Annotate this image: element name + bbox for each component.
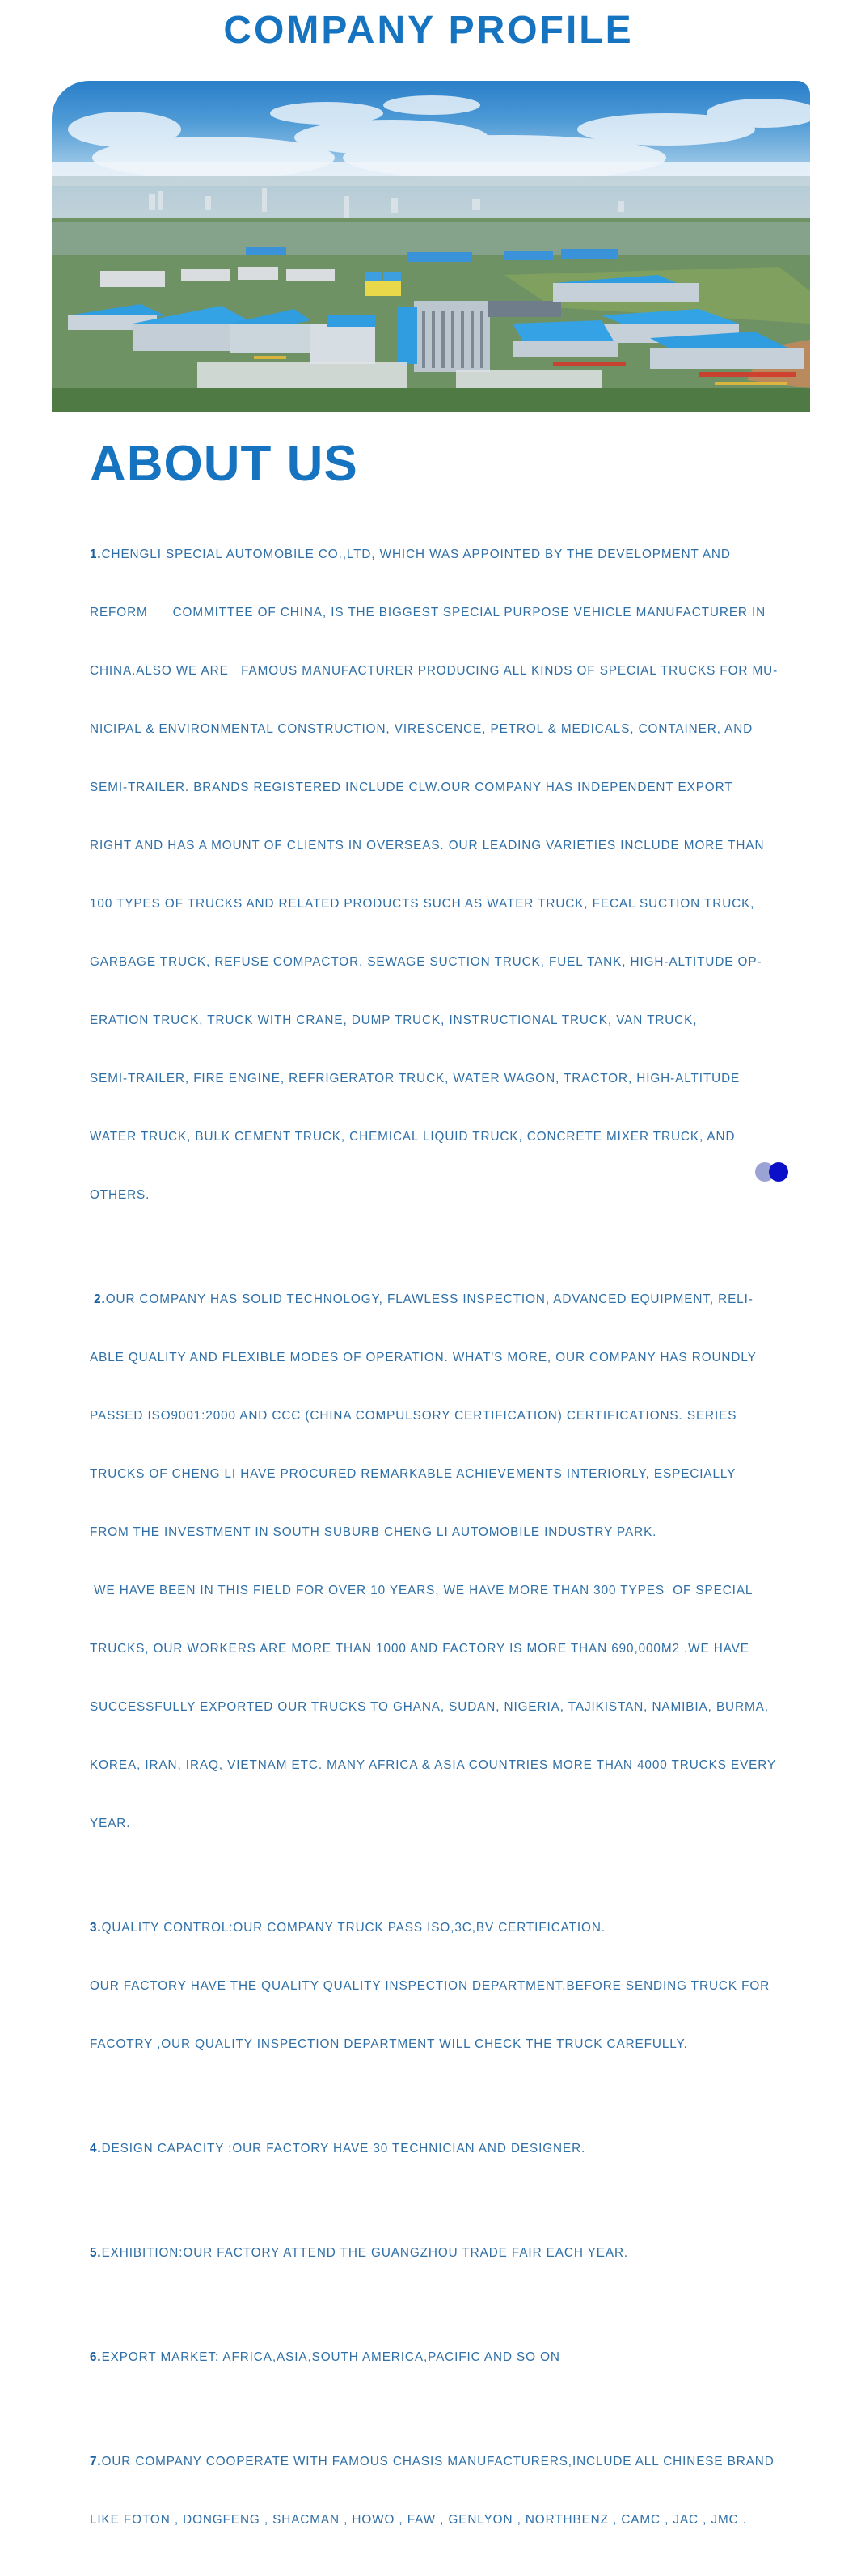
paragraph-number: 6. [90,2350,102,2364]
about-us-heading: ABOUT US [90,436,358,492]
paragraph-6: 6.EXPORT MARKET: AFRICA,ASIA,SOUTH AMERICA,PACIFIC AND SO ON [90,2350,560,2364]
paragraph-number: 3. [90,1921,102,1935]
page-indicator [754,1161,791,1182]
about-us-body [90,506,785,2576]
page-dot-active-icon[interactable] [769,1162,788,1182]
paragraph-3: 3.QUALITY CONTROL:OUR COMPANY TRUCK PASS ISO,3C,BV CERTIFICATION. OUR FACTORY HAVE THE QUALITY QUALITY INSPECTION DEPARTMENT.BEFORE SENDING TRUCK FOR FACOTRY ,OUR QUALITY INSPECTION DEPARTMENT WILL CHECK THE TRUCK CAREFULLY. [90,1921,770,2051]
factory-scene-illustration [52,81,810,412]
paragraph-4: 4.DESIGN CAPACITY :OUR FACTORY HAVE 30 TECHNICIAN AND DESIGNER. [90,2142,586,2155]
paragraph-number: 7. [90,2455,102,2468]
factory-aerial-photo [52,81,810,412]
paragraph-2: 2.OUR COMPANY HAS SOLID TECHNOLOGY, FLAWLESS INSPECTION, ADVANCED EQUIPMENT, RELI- ABLE QUALITY AND FLEXIBLE MODES OF OPERATION. WHAT'S MORE, OUR COMPANY HAS ROUNDLY PASSED ISO9001:2000 AND CCC (CHINA COMPULSORY CERTIFICATION) CERTIFICATIONS. SERIES TRUCKS OF CHENG LI HAVE PROCURED REMARKABLE ACHIEVEMENTS INTERIORLY, ESPECIALLY FROM THE INVESTMENT IN SOUTH SUBURB CHENG LI AUTOMOBILE INDUSTRY PARK. WE HAVE BEEN IN THIS FIELD FOR OVER 10 YEARS, WE HAVE MORE THAN 300 TYPES OF SPECIAL TRUCKS, OUR WORKERS ARE MORE THAN 1000 AND FACTORY IS MORE THAN 690,000M2 .WE HAVE SUCCESSFULLY EXPORTED OUR TRUCKS TO GHANA, SUDAN, NIGERIA, TAJIKISTAN, NAMIBIA, BURMA, KOREA, IRAN, IRAQ, VIETNAM ETC. MANY AFRICA & ASIA COUNTRIES MORE THAN 4000 TRUCKS EVERY YEAR. [90,1292,777,1830]
page-title: COMPANY PROFILE [223,9,634,52]
paragraph-7: 7.OUR COMPANY COOPERATE WITH FAMOUS CHASIS MANUFACTURERS,INCLUDE ALL CHINESE BRAND LIKE FOTON , DONGFENG , SHACMAN , HOWO , FAW , GENLYON , NORTHBENZ , CAMC , JAC , JMC . [90,2455,775,2527]
paragraph-5: 5.EXHIBITION:OUR FACTORY ATTEND THE GUANGZHOU TRADE FAIR EACH YEAR. [90,2246,629,2260]
paragraph-number: 2. [90,1292,106,1306]
paragraph-number: 1. [90,548,102,561]
paragraph-number: 4. [90,2142,102,2155]
paragraph-1: 1.CHENGLI SPECIAL AUTOMOBILE CO.,LTD, WHICH WAS APPOINTED BY THE DEVELOPMENT AND REFORM COMMITTEE OF CHINA, IS THE BIGGEST SPECIAL PURPOSE VEHICLE MANUFACTURER IN CHINA.ALSO WE ARE FAMOUS MANUFACTURER PRODUCING ALL KINDS OF SPECIAL TRUCKS FOR MU- NICIPAL & ENVIRONMENTAL CONSTRUCTION, VIRESCENCE, PETROL & MEDICALS, CONTAINER, AND SEMI-TRAILER. BRANDS REGISTERED INCLUDE CLW.OUR COMPANY HAS INDEPENDENT EXPORT RIGHT AND HAS A MOUNT OF CLIENTS IN OVERSEAS. OUR LEADING VARIETIES INCLUDE MORE THAN 100 TYPES OF TRUCKS AND RELATED PRODUCTS SUCH AS WATER TRUCK, FECAL SUCTION TRUCK, GARBAGE TRUCK, REFUSE COMPACTOR, SEWAGE SUCTION TRUCK, FUEL TANK, HIGH-ALTITUDE OP- ERATION TRUCK, TRUCK WITH CRANE, DUMP TRUCK, INSTRUCTIONAL TRUCK, VAN TRUCK, SEMI-TRAILER, FIRE ENGINE, REFRIGERATOR TRUCK, WATER WAGON, TRACTOR, HIGH-ALTITUDE WATER TRUCK, BULK CEMENT TRUCK, CHEMICAL LIQUID TRUCK, CONCRETE MIXER TRUCK, AND OTHERS. [90,548,779,1202]
paragraph-number: 5. [90,2246,102,2260]
